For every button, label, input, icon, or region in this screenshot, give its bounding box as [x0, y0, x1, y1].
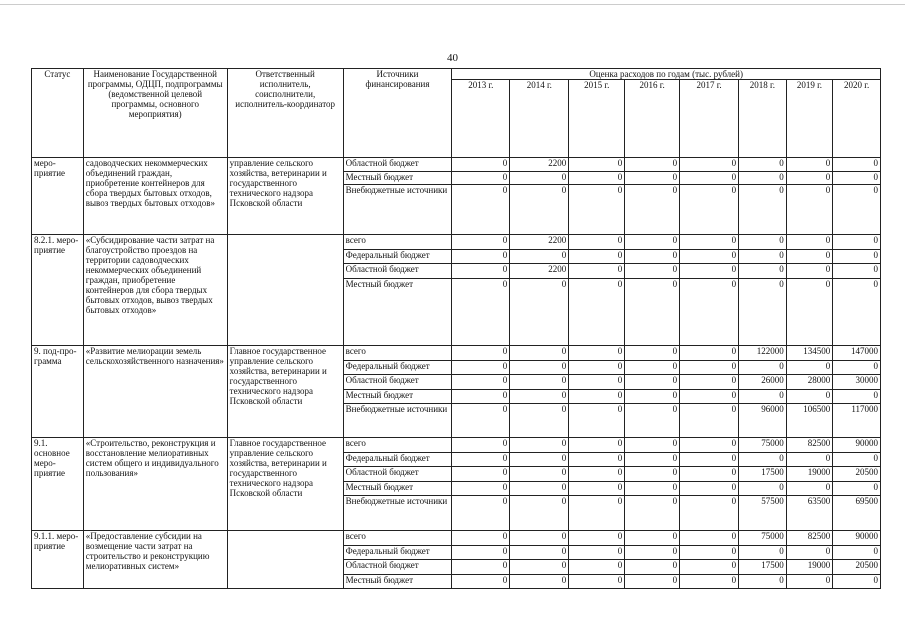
value-cell: 0 [452, 531, 510, 546]
value-cell: 0 [625, 482, 680, 496]
name-cell: «Субсидирование части затрат на благоустройство проездов на территории садоводческих некоммерческих объединений граждан, приобретение контейнеров для сбора твердых бытовых отходов, вывоз твердых бытовых отходов» [83, 235, 227, 346]
header-responsible: Ответственный исполнитель, соисполнители, исполнитель-координатор [227, 69, 343, 158]
value-cell: 0 [452, 390, 510, 404]
value-cell: 0 [510, 546, 569, 560]
value-cell: 117000 [833, 404, 881, 438]
table-row [32, 438, 881, 453]
value-cell: 0 [786, 158, 833, 172]
value-cell: 20500 [833, 560, 881, 575]
value-cell: 0 [452, 375, 510, 390]
status-cell: 8.2.1. меро-приятие [32, 235, 84, 346]
value-cell: 0 [786, 546, 833, 560]
source-cell: Областной бюджет [343, 560, 452, 575]
table-row [32, 531, 881, 546]
value-cell: 0 [680, 482, 739, 496]
value-cell: 0 [833, 264, 881, 279]
value-cell: 0 [739, 250, 787, 264]
value-cell: 0 [510, 531, 569, 546]
value-cell: 0 [569, 546, 625, 560]
value-cell: 0 [739, 453, 787, 467]
value-cell: 0 [510, 575, 569, 589]
value-cell: 0 [680, 235, 739, 250]
value-cell: 0 [786, 575, 833, 589]
value-cell: 0 [625, 453, 680, 467]
value-cell: 0 [833, 235, 881, 250]
budget-table [31, 68, 881, 589]
value-cell: 0 [739, 185, 787, 235]
value-cell: 0 [680, 496, 739, 531]
value-cell: 0 [833, 390, 881, 404]
value-cell: 75000 [739, 438, 787, 453]
value-cell: 17500 [739, 467, 787, 482]
value-cell: 0 [452, 575, 510, 589]
value-cell: 134500 [786, 346, 833, 361]
value-cell: 0 [452, 158, 510, 172]
value-cell: 0 [510, 279, 569, 346]
value-cell: 17500 [739, 560, 787, 575]
value-cell: 147000 [833, 346, 881, 361]
value-cell: 0 [739, 235, 787, 250]
name-cell: «Предоставление субсидии на возмещение части затрат на строительство и реконструкцию мелиоративных систем» [83, 531, 227, 589]
value-cell: 0 [625, 279, 680, 346]
name-cell: «Строительство, реконструкция и восстановление мелиоративных систем общего и индивидуального пользования» [83, 438, 227, 531]
value-cell: 0 [625, 467, 680, 482]
value-cell: 0 [452, 467, 510, 482]
header-status: Статус [32, 69, 84, 158]
value-cell: 0 [680, 390, 739, 404]
value-cell: 0 [569, 361, 625, 375]
header-sources: Источники финансирования [343, 69, 452, 158]
value-cell: 90000 [833, 531, 881, 546]
header-year: 2020 г. [833, 80, 881, 158]
value-cell: 0 [833, 250, 881, 264]
value-cell: 0 [452, 496, 510, 531]
source-cell: Областной бюджет [343, 264, 452, 279]
value-cell: 0 [510, 438, 569, 453]
source-cell: Внебюджетные источники [343, 185, 452, 235]
value-cell: 0 [625, 404, 680, 438]
source-cell: Федеральный бюджет [343, 546, 452, 560]
header-year: 2013 г. [452, 80, 510, 158]
source-cell: Федеральный бюджет [343, 361, 452, 375]
value-cell: 0 [569, 279, 625, 346]
header-estimate: Оценка расходов по годам (тыс. рублей) [452, 69, 881, 80]
value-cell: 0 [510, 172, 569, 185]
value-cell: 0 [452, 172, 510, 185]
value-cell: 0 [786, 361, 833, 375]
source-cell: Местный бюджет [343, 575, 452, 589]
value-cell: 0 [625, 546, 680, 560]
status-cell: 9.1.1. меро-приятие [32, 531, 84, 589]
value-cell: 0 [510, 560, 569, 575]
source-cell: Местный бюджет [343, 482, 452, 496]
page-number: 40 [447, 52, 458, 64]
value-cell: 96000 [739, 404, 787, 438]
value-cell: 0 [625, 375, 680, 390]
value-cell: 0 [625, 560, 680, 575]
value-cell: 0 [510, 496, 569, 531]
value-cell: 0 [786, 235, 833, 250]
header-name: Наименование Государственной программы, ОДЦП, подпрограммы (ведомственной целевой программы, основного мероприятия) [83, 69, 227, 158]
value-cell: 0 [739, 264, 787, 279]
value-cell: 0 [680, 575, 739, 589]
scan-artifact-line [0, 4, 905, 5]
header-year: 2018 г. [739, 80, 787, 158]
responsible-cell: управление сельского хозяйства, ветеринарии и государственного технического надзора Псковской области [227, 158, 343, 235]
source-cell: Областной бюджет [343, 158, 452, 172]
value-cell: 0 [452, 482, 510, 496]
name-cell: «Развитие мелиорации земель сельскохозяйственного назначения» [83, 346, 227, 438]
value-cell: 0 [833, 453, 881, 467]
value-cell: 0 [833, 158, 881, 172]
source-cell: Областной бюджет [343, 467, 452, 482]
value-cell: 0 [452, 235, 510, 250]
value-cell: 0 [680, 404, 739, 438]
value-cell: 0 [452, 404, 510, 438]
header-year: 2016 г. [625, 80, 680, 158]
value-cell: 90000 [833, 438, 881, 453]
value-cell: 0 [680, 185, 739, 235]
value-cell: 106500 [786, 404, 833, 438]
value-cell: 0 [625, 438, 680, 453]
header-year: 2015 г. [569, 80, 625, 158]
value-cell: 19000 [786, 467, 833, 482]
value-cell: 0 [569, 467, 625, 482]
value-cell: 0 [510, 346, 569, 361]
value-cell: 0 [625, 264, 680, 279]
value-cell: 0 [786, 390, 833, 404]
value-cell: 0 [739, 158, 787, 172]
value-cell: 0 [680, 453, 739, 467]
source-cell: Федеральный бюджет [343, 453, 452, 467]
value-cell: 0 [680, 346, 739, 361]
value-cell: 0 [625, 361, 680, 375]
value-cell: 0 [569, 250, 625, 264]
source-cell: Федеральный бюджет [343, 250, 452, 264]
value-cell: 0 [569, 158, 625, 172]
value-cell: 122000 [739, 346, 787, 361]
responsible-cell [227, 531, 343, 589]
value-cell: 0 [833, 546, 881, 560]
value-cell: 0 [569, 531, 625, 546]
status-cell: 9. под-про-грамма [32, 346, 84, 438]
value-cell: 0 [680, 531, 739, 546]
value-cell: 0 [452, 546, 510, 560]
value-cell: 0 [510, 404, 569, 438]
value-cell: 0 [680, 375, 739, 390]
value-cell: 63500 [786, 496, 833, 531]
value-cell: 82500 [786, 531, 833, 546]
value-cell: 0 [786, 279, 833, 346]
value-cell: 19000 [786, 560, 833, 575]
status-cell: 9.1. основное меро-приятие [32, 438, 84, 531]
value-cell: 0 [739, 482, 787, 496]
source-cell: Внебюджетные источники [343, 404, 452, 438]
value-cell: 0 [739, 279, 787, 346]
value-cell: 0 [569, 453, 625, 467]
value-cell: 0 [680, 264, 739, 279]
value-cell: 0 [680, 279, 739, 346]
value-cell: 0 [452, 453, 510, 467]
source-cell: всего [343, 438, 452, 453]
value-cell: 0 [680, 172, 739, 185]
value-cell: 2200 [510, 158, 569, 172]
source-cell: всего [343, 346, 452, 361]
value-cell: 0 [786, 453, 833, 467]
value-cell: 0 [625, 172, 680, 185]
value-cell: 0 [452, 346, 510, 361]
value-cell: 0 [680, 560, 739, 575]
name-cell: садоводческих некоммерческих объединений граждан, приобретение контейнеров для сбора твердых бытовых отходов, вывоз твердых бытовых отходов» [83, 158, 227, 235]
source-cell: Местный бюджет [343, 390, 452, 404]
value-cell: 0 [510, 453, 569, 467]
value-cell: 0 [569, 560, 625, 575]
value-cell: 0 [680, 438, 739, 453]
value-cell: 0 [739, 361, 787, 375]
value-cell: 0 [510, 250, 569, 264]
source-cell: Внебюджетные источники [343, 496, 452, 531]
value-cell: 0 [786, 172, 833, 185]
value-cell: 0 [510, 375, 569, 390]
value-cell: 2200 [510, 235, 569, 250]
value-cell: 0 [452, 250, 510, 264]
value-cell: 0 [569, 496, 625, 531]
value-cell: 20500 [833, 467, 881, 482]
value-cell: 0 [786, 482, 833, 496]
value-cell: 30000 [833, 375, 881, 390]
value-cell: 0 [452, 361, 510, 375]
value-cell: 69500 [833, 496, 881, 531]
value-cell: 0 [510, 482, 569, 496]
value-cell: 0 [739, 390, 787, 404]
value-cell: 0 [786, 264, 833, 279]
value-cell: 0 [833, 575, 881, 589]
header-year: 2019 г. [786, 80, 833, 158]
table-body [32, 158, 881, 589]
status-cell: меро-приятие [32, 158, 84, 235]
value-cell: 0 [680, 546, 739, 560]
value-cell: 0 [833, 482, 881, 496]
responsible-cell: Главное государственное управление сельского хозяйства, ветеринарии и государственного технического надзора Псковской области [227, 438, 343, 531]
value-cell: 0 [625, 250, 680, 264]
value-cell: 0 [569, 346, 625, 361]
responsible-cell: Главное государственное управление сельского хозяйства, ветеринарии и государственного технического надзора Псковской области [227, 346, 343, 438]
value-cell: 26000 [739, 375, 787, 390]
value-cell: 2200 [510, 264, 569, 279]
value-cell: 0 [625, 390, 680, 404]
header-year: 2014 г. [510, 80, 569, 158]
source-cell: всего [343, 531, 452, 546]
value-cell: 0 [625, 185, 680, 235]
value-cell: 0 [625, 235, 680, 250]
value-cell: 28000 [786, 375, 833, 390]
value-cell: 0 [452, 264, 510, 279]
value-cell: 0 [569, 172, 625, 185]
value-cell: 0 [739, 172, 787, 185]
table-row [32, 158, 881, 172]
source-cell: Местный бюджет [343, 279, 452, 346]
value-cell: 0 [569, 438, 625, 453]
value-cell: 0 [680, 158, 739, 172]
value-cell: 0 [452, 185, 510, 235]
value-cell: 0 [569, 264, 625, 279]
table-row [32, 346, 881, 361]
value-cell: 0 [510, 361, 569, 375]
responsible-cell [227, 235, 343, 346]
value-cell: 0 [452, 279, 510, 346]
value-cell: 0 [569, 235, 625, 250]
value-cell: 0 [452, 438, 510, 453]
value-cell: 0 [833, 279, 881, 346]
value-cell: 0 [569, 375, 625, 390]
value-cell: 0 [833, 172, 881, 185]
value-cell: 0 [625, 496, 680, 531]
value-cell: 0 [569, 404, 625, 438]
value-cell: 0 [569, 482, 625, 496]
value-cell: 0 [510, 467, 569, 482]
value-cell: 0 [625, 158, 680, 172]
value-cell: 0 [786, 250, 833, 264]
table-row [32, 235, 881, 250]
value-cell: 0 [833, 361, 881, 375]
value-cell: 0 [680, 361, 739, 375]
value-cell: 0 [452, 560, 510, 575]
value-cell: 57500 [739, 496, 787, 531]
value-cell: 0 [786, 185, 833, 235]
value-cell: 82500 [786, 438, 833, 453]
value-cell: 0 [569, 390, 625, 404]
value-cell: 0 [625, 531, 680, 546]
value-cell: 0 [569, 575, 625, 589]
value-cell: 0 [510, 390, 569, 404]
value-cell: 0 [625, 575, 680, 589]
source-cell: Местный бюджет [343, 172, 452, 185]
value-cell: 0 [739, 575, 787, 589]
value-cell: 0 [680, 467, 739, 482]
value-cell: 0 [739, 546, 787, 560]
source-cell: всего [343, 235, 452, 250]
source-cell: Областной бюджет [343, 375, 452, 390]
header-year: 2017 г. [680, 80, 739, 158]
value-cell: 0 [833, 185, 881, 235]
value-cell: 75000 [739, 531, 787, 546]
value-cell: 0 [625, 346, 680, 361]
value-cell: 0 [510, 185, 569, 235]
value-cell: 0 [680, 250, 739, 264]
value-cell: 0 [569, 185, 625, 235]
